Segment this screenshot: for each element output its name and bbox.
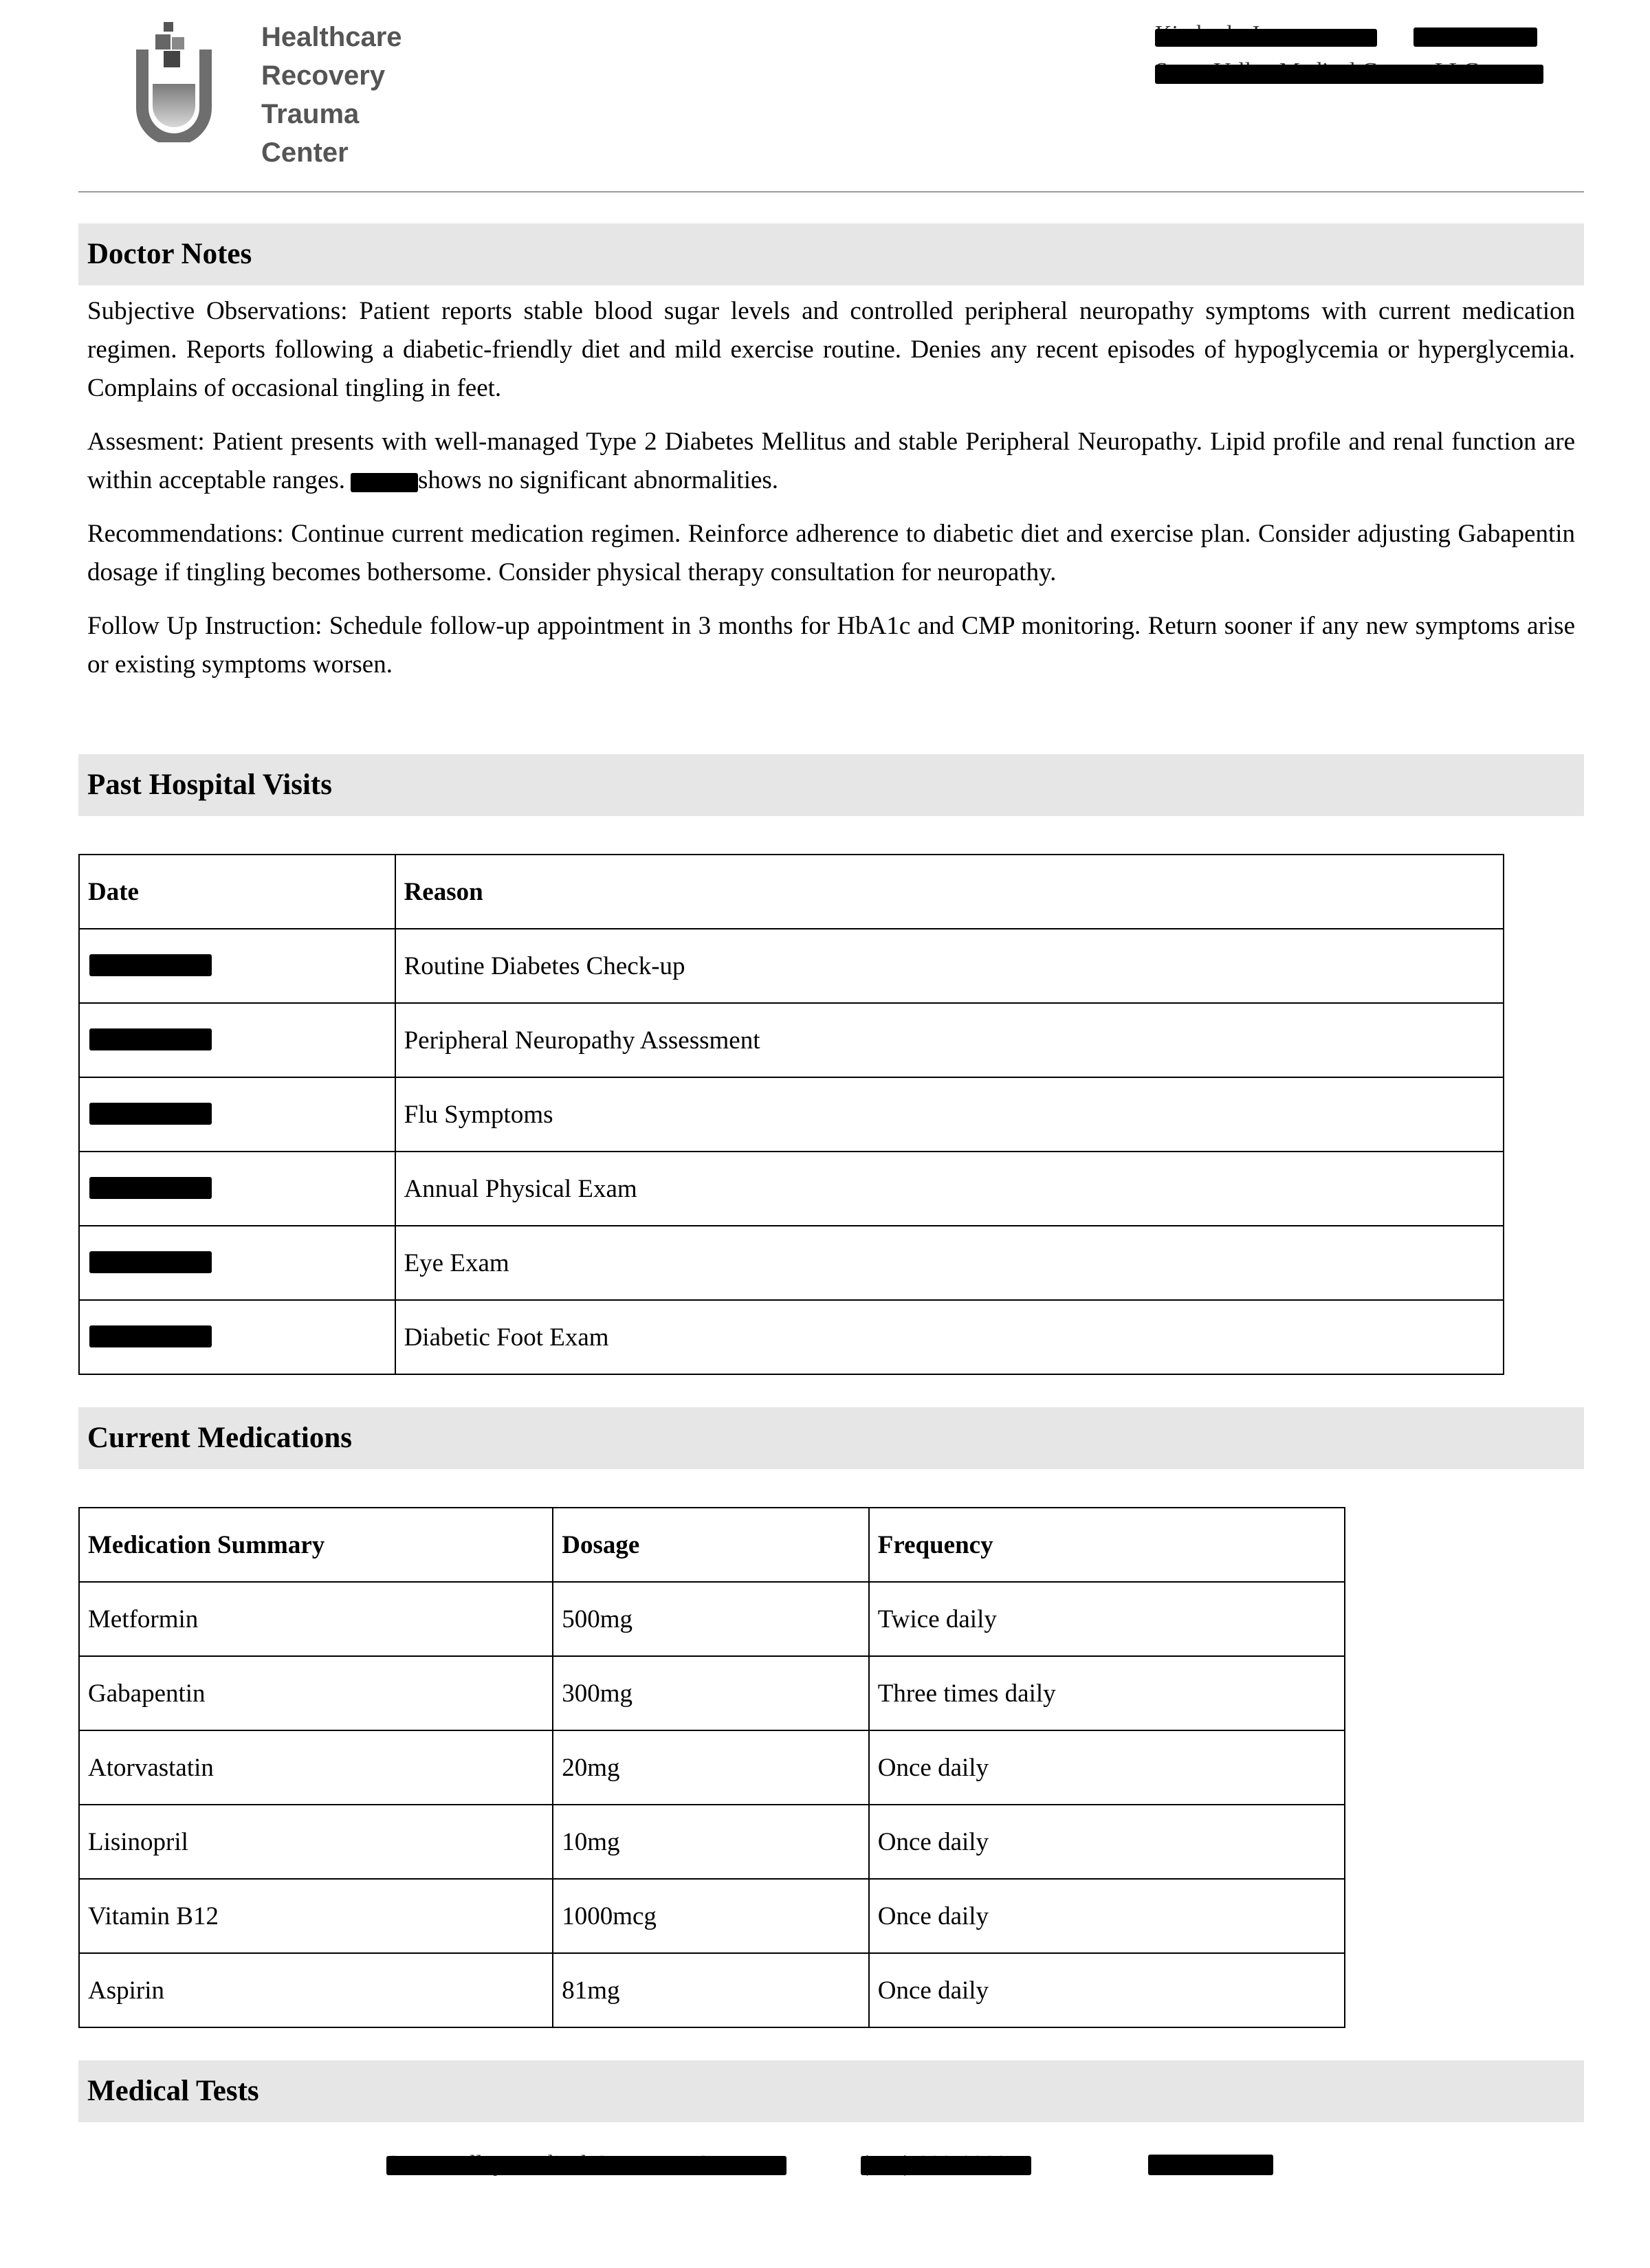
visit-reason: Diabetic Foot Exam <box>395 1300 1504 1374</box>
column-header: Frequency <box>869 1508 1345 1582</box>
medication-frequency: Once daily <box>869 1879 1345 1953</box>
table-row <box>79 1226 1504 1300</box>
header-divider <box>78 191 1584 192</box>
redaction-bar <box>89 1028 212 1050</box>
redacted-date <box>79 1226 395 1300</box>
assessment-text: Assesment: Patient presents with well-managed Type 2 Diabetes Mellitus and stable Peripheral Neuropathy. Lipid profile and renal function are within acceptable ranges. <box>87 428 1575 494</box>
redaction-bar <box>1155 65 1543 84</box>
table-row <box>79 1582 1345 1656</box>
column-header: Dosage <box>553 1508 869 1582</box>
visit-reason: Peripheral Neuropathy Assessment <box>395 1003 1504 1077</box>
table-header-row <box>79 855 1504 929</box>
subjective-observations: Subjective Observations: Patient reports stable blood sugar levels and controlled peripheral neuropathy symptoms with current medication regimen. Reports following a diabetic-friendly diet and mild exercise routine. Denies any recent episodes of hypoglycemia or hyperglycemia. Complains of occasional tingling in feet. <box>87 297 1575 402</box>
org-name-line: Center <box>261 137 349 168</box>
medication-frequency: Once daily <box>869 1805 1345 1879</box>
section-title: Doctor Notes <box>87 238 252 270</box>
medication-dosage: 81mg <box>553 1953 869 2027</box>
table-header-row <box>79 1508 1345 1582</box>
redacted-date <box>79 1077 395 1152</box>
table-row <box>79 1656 1345 1730</box>
section-medical-tests <box>78 2060 1584 2122</box>
medication-dosage: 20mg <box>553 1730 869 1805</box>
redaction-bar <box>89 1177 212 1199</box>
redacted-date <box>79 929 395 1003</box>
redacted-date <box>79 1003 395 1077</box>
page-header <box>0 0 1650 194</box>
visit-reason: Eye Exam <box>395 1226 1504 1300</box>
section-title: Medical Tests <box>87 2075 259 2107</box>
visit-reason: Flu Symptoms <box>395 1077 1504 1152</box>
hospital-logo-icon <box>136 22 212 142</box>
table-row <box>79 1805 1345 1879</box>
table-row <box>79 1300 1504 1374</box>
assessment <box>87 423 1575 500</box>
visit-reason: Routine Diabetes Check-up <box>395 929 1504 1003</box>
medication-name: Metformin <box>79 1582 553 1656</box>
redacted-date <box>79 1300 395 1374</box>
section-title: Current Medications <box>87 1422 352 1454</box>
medication-frequency: Twice daily <box>869 1582 1345 1656</box>
follow-up-instruction: Follow Up Instruction: Schedule follow-up appointment in 3 months for HbA1c and CMP monitoring. Return sooner if any new symptoms arise or existing symptoms worsen. <box>87 612 1575 679</box>
table-row <box>79 1077 1504 1152</box>
table-row <box>79 1953 1345 2027</box>
redacted-date <box>79 1152 395 1226</box>
recommendations: Recommendations: Continue current medication regimen. Reinforce adherence to diabetic diet and exercise plan. Consider adjusting Gabapentin dosage if tingling becomes bothersome. Consider physical therapy consultation for neuropathy. <box>87 520 1575 586</box>
redaction-bar <box>1414 27 1537 47</box>
redacted-header-info <box>1155 21 1568 96</box>
doctor-notes-body <box>87 292 1575 699</box>
medication-dosage: 10mg <box>553 1805 869 1879</box>
table-row <box>79 1730 1345 1805</box>
past-visits-table <box>78 854 1504 1375</box>
redaction-bar <box>89 1103 212 1125</box>
redaction-bar <box>386 2156 786 2175</box>
organization-name <box>261 18 402 172</box>
column-header: Medication Summary <box>79 1508 553 1582</box>
medications-table <box>78 1507 1345 2028</box>
medication-dosage: 300mg <box>553 1656 869 1730</box>
column-header: Reason <box>395 855 1504 929</box>
assessment-text-cont: shows no significant abnormalities. <box>417 466 779 494</box>
redaction-bar <box>351 473 418 492</box>
redaction-bar <box>1148 2155 1273 2175</box>
redaction-bar <box>89 1325 212 1347</box>
medication-dosage: 1000mcg <box>553 1879 869 1953</box>
medication-name: Gabapentin <box>79 1656 553 1730</box>
column-header: Date <box>79 855 395 929</box>
redaction-bar <box>89 1251 212 1273</box>
section-past-visits <box>78 754 1584 816</box>
medication-frequency: Three times daily <box>869 1656 1345 1730</box>
redaction-bar <box>1155 29 1377 47</box>
table-row <box>79 1879 1345 1953</box>
medication-name: Lisinopril <box>79 1805 553 1879</box>
org-name-line: Recovery <box>261 60 386 91</box>
page-footer <box>0 2150 1650 2178</box>
medication-name: Atorvastatin <box>79 1730 553 1805</box>
medication-name: Aspirin <box>79 1953 553 2027</box>
medication-name: Vitamin B12 <box>79 1879 553 1953</box>
org-name-line: Healthcare <box>261 22 402 52</box>
visit-reason: Annual Physical Exam <box>395 1152 1504 1226</box>
table-row <box>79 929 1504 1003</box>
redaction-bar <box>89 954 212 976</box>
table-row <box>79 1003 1504 1077</box>
medication-frequency: Once daily <box>869 1953 1345 2027</box>
redaction-bar <box>861 2156 1031 2175</box>
section-current-medications <box>78 1407 1584 1469</box>
medication-dosage: 500mg <box>553 1582 869 1656</box>
section-title: Past Hospital Visits <box>87 769 332 801</box>
org-name-line: Trauma <box>261 99 360 129</box>
section-doctor-notes <box>78 223 1584 285</box>
table-row <box>79 1152 1504 1226</box>
medication-frequency: Once daily <box>869 1730 1345 1805</box>
